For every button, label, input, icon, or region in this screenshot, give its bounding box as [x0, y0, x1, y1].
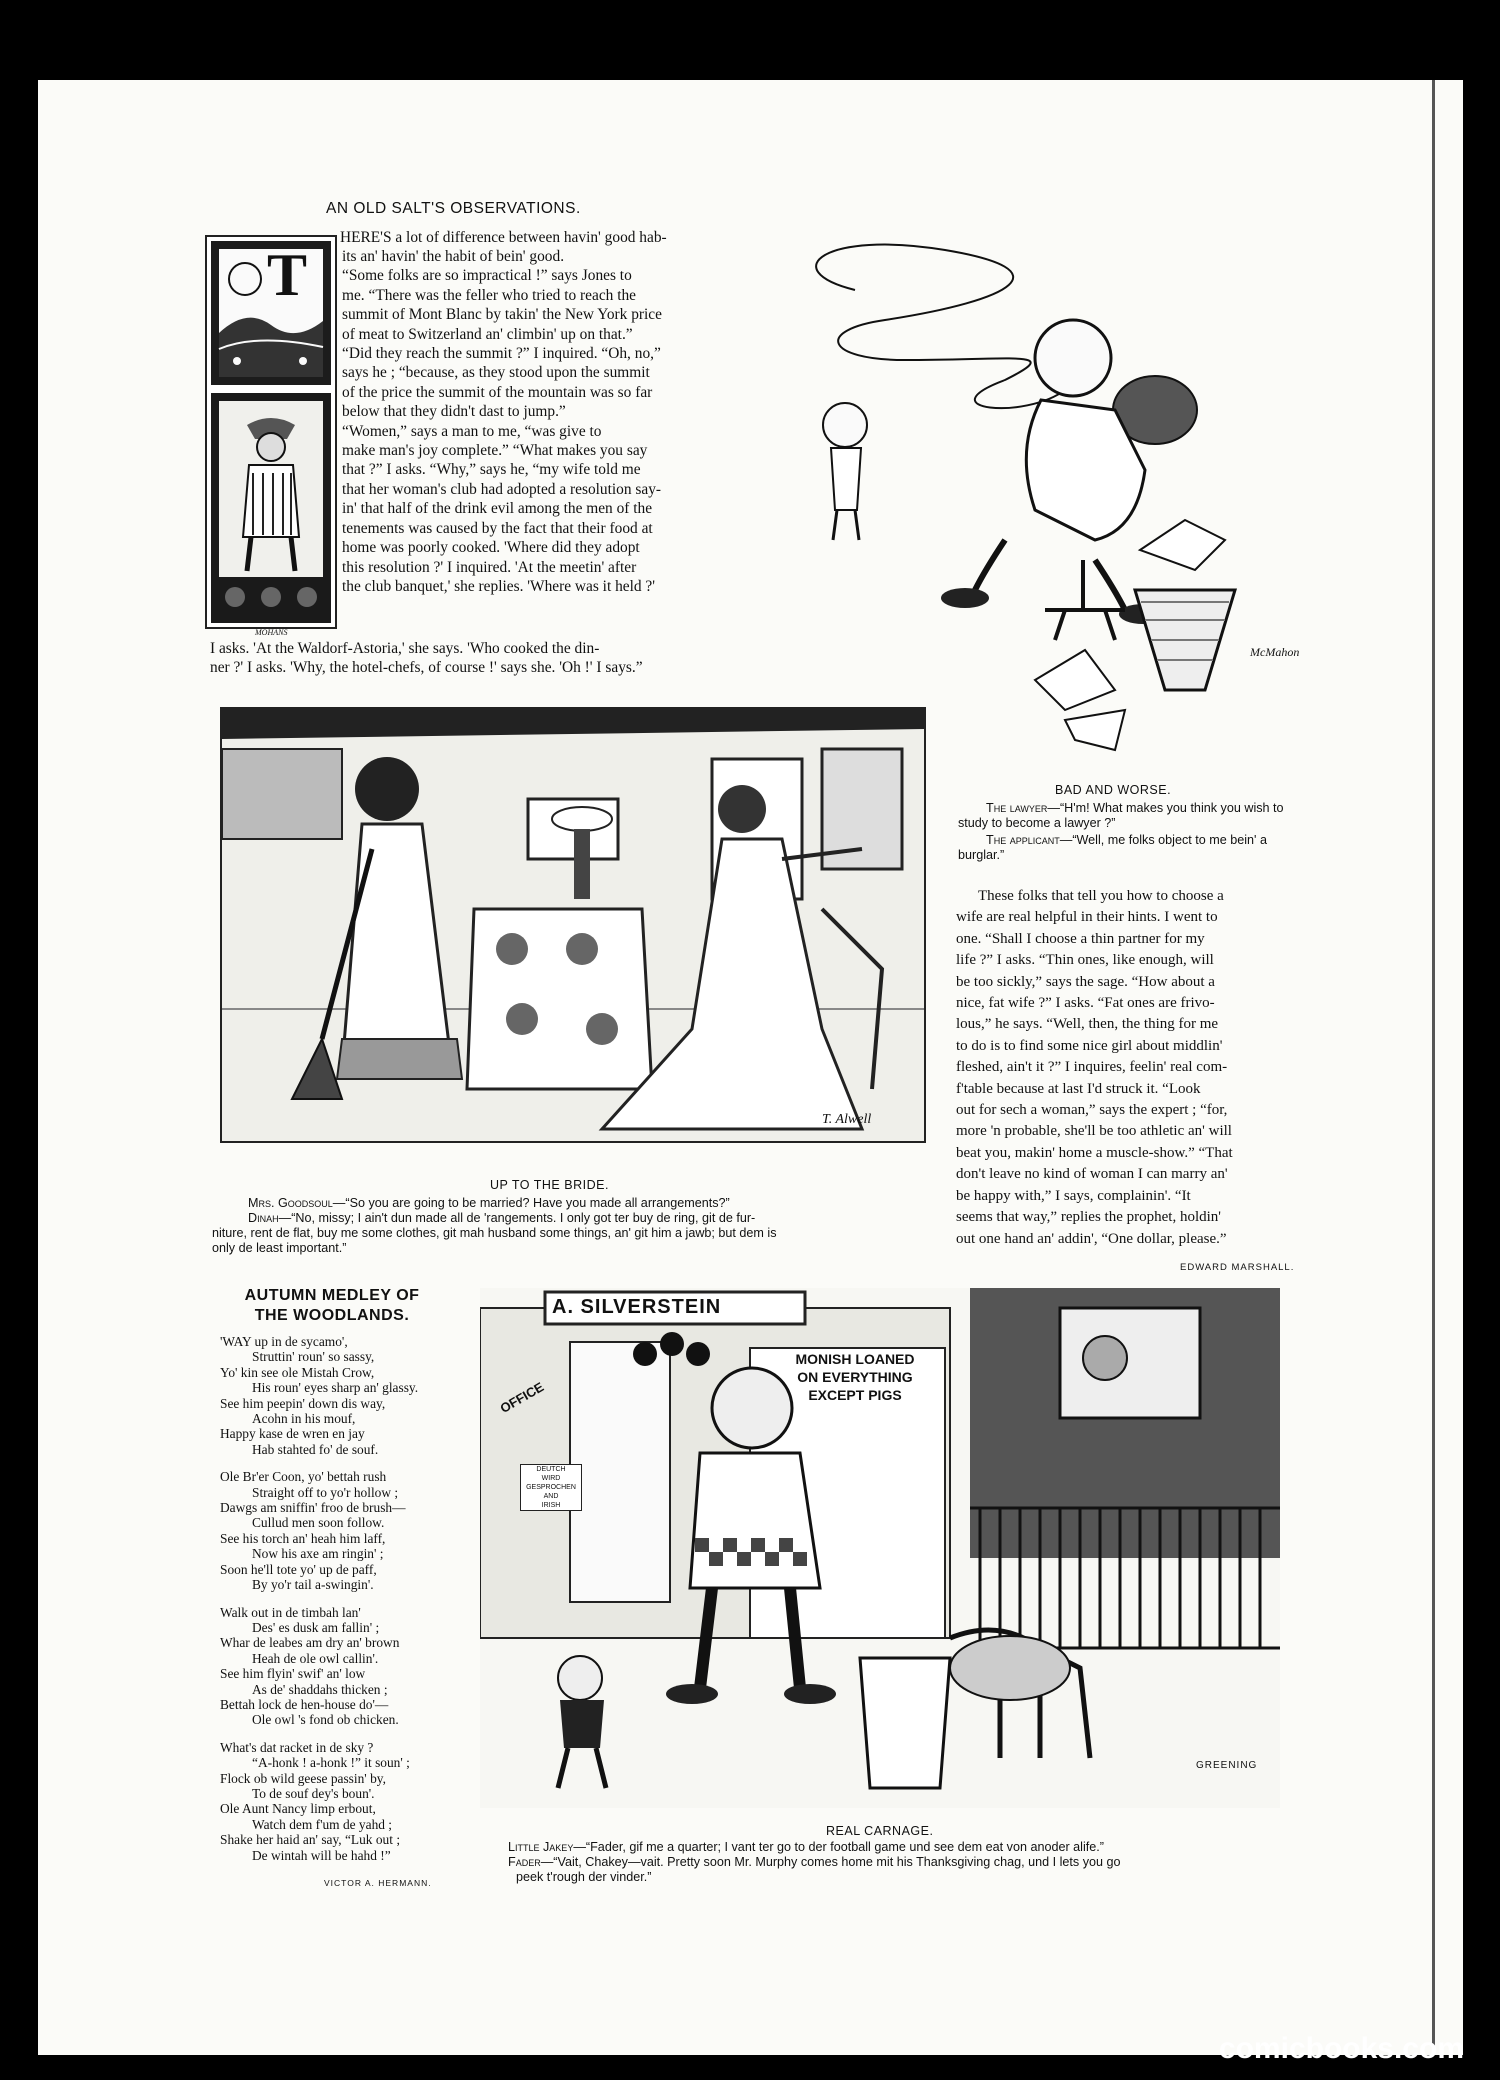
language-card-line-2: WIRD [541, 1475, 561, 1482]
applicant-line: —“Well, me folks object to me bein' a burglar.” [958, 833, 1267, 862]
window-sign-line-1: MONISH LOANED [795, 1351, 915, 1367]
bad-and-worse-artist-signature: McMahon [1250, 645, 1300, 659]
wife-article-text-line: don't leave no kind of woman I can marry an' [956, 1166, 1228, 1183]
article-text-line: of meat to Switzerland an' climbin' up on that.” [342, 325, 633, 343]
poem-line: Watch dem f'um de yahd ; [252, 1816, 393, 1832]
mrs-goodsoul-line: —“So you are going to be married? Have you made all arrangements?” [332, 1196, 730, 1210]
applicant-dialogue [958, 833, 1303, 863]
initial-art-signature: MOHANS [255, 628, 288, 637]
window-sign-line-3: EXCEPT PIGS [808, 1387, 902, 1403]
poem-title-line-2: THE WOODLANDS. [254, 1307, 410, 1324]
poem-stanza [220, 1740, 460, 1863]
article-text-line: below that they didn't dast to jump.” [342, 403, 566, 421]
poem-line: Ole Br'er Coon, yo' bettah rush [220, 1469, 387, 1485]
bride-line-1 [212, 1196, 932, 1211]
dinah-line: —“No, missy; I ain't dun made all de 'rangements. I only got ter buy de ring, git de fur- [278, 1211, 756, 1225]
wife-article-text-line: be too sickly,” says the sage. “How about a [956, 973, 1215, 990]
poem-line: Soon he'll tote yo' up de paff, [220, 1561, 377, 1577]
poem-line: Bettah lock de hen-house do'— [220, 1696, 389, 1712]
wife-article-text-line: lous,” he says. “Well, then, the thing for me [956, 1016, 1219, 1033]
article-text-line: that ?” I asks. “Why,” says he, “my wife told me [342, 461, 641, 479]
wife-article-text-line: beat you, makin' home a muscle-show.” “That [956, 1144, 1233, 1161]
language-card-line-1: DEUTCH [536, 1466, 566, 1473]
wife-article-text-line: fleshed, ain't it ?” I inquires, feelin' real com- [956, 1059, 1228, 1076]
wife-article-text-line: more 'n probable, she'll be too athletic an' will [956, 1123, 1232, 1140]
up-to-the-bride-dialogue [212, 1196, 932, 1256]
little-jakey-line: —“Fader, gif me a quarter; I vant ter go to der football game und see dem eat von anoder alife.” [573, 1840, 1104, 1854]
article-text-line: home was poorly cooked. 'Where did they adopt [342, 539, 640, 557]
poem-line: As de' shaddahs thicken ; [252, 1681, 388, 1697]
up-to-the-bride-artist-signature: T. Alwell [822, 1112, 872, 1127]
fader-line-block [508, 1855, 1338, 1870]
poem-line: Straight off to yo'r hollow ; [252, 1484, 399, 1500]
article-text-line: says he ; “because, as they stood upon the summit [342, 364, 650, 382]
language-card-line-3: GESPROCHEN [526, 1484, 576, 1491]
poem-line: Whar de leabes am dry an' brown [220, 1635, 400, 1651]
wife-article-text-line: out for sech a woman,” says the expert ; “for, [956, 1102, 1228, 1119]
poem-byline: VICTOR A. HERMANN. [324, 1878, 432, 1888]
poem-line: Shake her haid an' say, “Luk out ; [220, 1832, 401, 1848]
wife-article-byline: EDWARD MARSHALL. [1180, 1262, 1295, 1273]
applicant-speaker: The applicant [986, 833, 1060, 847]
article-wrap-block [342, 247, 745, 596]
maid-and-lady-svg [222, 709, 924, 1141]
language-card-line-4: AND [543, 1493, 559, 1500]
article-first-line: HERE'S a lot of difference between havin' good hab- [340, 229, 667, 246]
poem-line: See his torch an' heah him laff, [220, 1530, 386, 1546]
poem-line: By yo'r tail a-swingin'. [252, 1577, 374, 1593]
wife-article-text-line: f'table because at last I'd struck it. “Look [956, 1080, 1201, 1097]
article-text-line: me. “There was the feller who tried to reach the [342, 286, 636, 304]
jakey-line-block [508, 1840, 1338, 1855]
article-text-line: ner ?' I asks. 'Why, the hotel-chefs, of course !' says she. 'Oh !' I says.” [210, 659, 643, 677]
bad-and-worse-dialogue [958, 801, 1303, 831]
poem-line: Dawgs am sniffin' froo de brush— [220, 1500, 406, 1516]
poem-line: 'WAY up in de sycamo', [220, 1334, 348, 1349]
poem-line: Ole owl 's fond ob chicken. [252, 1712, 399, 1728]
window-sign [760, 1350, 950, 1404]
article-title: AN OLD SALT'S OBSERVATIONS. [326, 200, 581, 217]
wife-article-text-line: out one hand an' addin', “One dollar, please.” [956, 1230, 1227, 1247]
wife-article-text-line: to do is to find some nice girl about middlin' [956, 1037, 1223, 1054]
site-watermark: comicbooks.com [1218, 2032, 1464, 2065]
poem-line: Flock ob wild geese passin' by, [220, 1770, 386, 1786]
wife-article-text-line: These folks that tell you how to choose a [978, 888, 1224, 904]
poem-title [222, 1286, 442, 1326]
poem-stanza [220, 1605, 460, 1728]
fader-line-end: peek t'rough der vinder.” [516, 1870, 652, 1884]
little-jakey-speaker: Little Jakey [508, 1840, 574, 1854]
article-text-line: make man's joy complete.” “What makes you say [342, 442, 648, 460]
article-text-line: “Some folks are so impractical !” says Jones to [342, 267, 632, 285]
bad-and-worse-illustration [765, 210, 1325, 780]
poem-line: Struttin' roun' so sassy, [252, 1349, 375, 1365]
drop-cap-letter: T [267, 242, 308, 308]
up-to-the-bride-title: UP TO THE BRIDE. [490, 1178, 609, 1192]
window-sign-line-2: ON EVERYTHING [797, 1369, 913, 1385]
poem-line: What's dat racket in de sky ? [220, 1739, 374, 1755]
lawyer-line: —“H'm! What makes you think you wish to study to become a lawyer ?” [958, 801, 1284, 830]
poem-line: Now his axe am ringin' ; [252, 1546, 384, 1562]
wife-article-text-line: wife are real helpful in their hints. I went to [956, 909, 1218, 926]
poem-stanza [220, 1334, 460, 1457]
wife-article-text-line: one. “Shall I choose a thin partner for my [956, 930, 1205, 947]
article-text-line: of the price the summit of the mountain was so far [342, 383, 653, 401]
article-text-line: I asks. 'At the Waldorf-Astoria,' she says. 'Who cooked the din- [210, 640, 600, 657]
poem-line: Acohn in his mouf, [252, 1411, 356, 1427]
poem-line: Heah de ole owl callin'. [252, 1650, 379, 1666]
door-sign-text: OFFICE [497, 1379, 547, 1416]
poem-line: Des' es dusk am fallin' ; [252, 1619, 380, 1635]
poem-line: “A-honk ! a-honk !” it soun' ; [252, 1755, 410, 1771]
poem-line: De wintah will be hahd !” [252, 1847, 391, 1863]
fader-speaker: Fader [508, 1855, 541, 1869]
mrs-goodsoul-speaker: Mrs. Goodsoul [248, 1196, 333, 1210]
real-carnage-dialogue [508, 1840, 1338, 1885]
wife-article-text-line: seems that way,” replies the prophet, holdin' [956, 1209, 1221, 1226]
language-card-line-5: IRISH [541, 1502, 561, 1509]
lawyer-cartoon-svg [765, 210, 1325, 780]
poem-line: To de souf dey's boun'. [252, 1785, 375, 1801]
bride-line-4: only de least important.” [212, 1241, 347, 1255]
wife-article-text-line: life ?” I asks. “Thin ones, like enough, will [956, 952, 1214, 969]
article-text-line: that her woman's club had adopted a resolution say- [342, 480, 662, 498]
article-full-block [210, 639, 745, 678]
article-text-line: summit of Mont Blanc by takin' the New York price [342, 306, 662, 324]
wife-article-text-line: be happy with,” I says, complainin'. “It [956, 1187, 1191, 1204]
wife-article-text-line: nice, fat wife ?” I asks. “Fat ones are frivo- [956, 995, 1215, 1012]
bad-and-worse-title: BAD AND WORSE. [1055, 783, 1172, 797]
poem-line: See him peepin' down dis way, [220, 1395, 386, 1411]
poem-line: Cullud men soon follow. [252, 1515, 385, 1531]
language-card [520, 1464, 582, 1511]
poem-stanza [220, 1469, 460, 1592]
article-text-line: this resolution ?' I inquired. 'At the meetin' after [342, 558, 637, 576]
article-text-line: in' that half of the drink evil among the men of the [342, 500, 653, 518]
poem-title-line-1: AUTUMN MEDLEY OF [244, 1287, 420, 1304]
real-carnage-artist-signature: GREENING [1196, 1760, 1258, 1771]
poem-line: Ole Aunt Nancy limp erbout, [220, 1801, 376, 1817]
poem-line: His roun' eyes sharp an' glassy. [252, 1380, 419, 1396]
poem-line: See him flyin' swif' an' low [220, 1666, 366, 1682]
poem-line: Yo' kin see ole Mistah Crow, [220, 1364, 375, 1380]
real-carnage-title: REAL CARNAGE. [826, 1824, 934, 1838]
wife-article-block [956, 886, 1304, 1250]
bride-line-2 [212, 1211, 932, 1226]
article-text-line: its an' havin' the habit of bein' good. [342, 248, 565, 265]
bride-line-3: niture, rent de flat, buy me some clothes, git mah husband some things, an' git him a jawb; but dem is [212, 1226, 777, 1240]
shop-sign-text: A. SILVERSTEIN [552, 1296, 722, 1318]
article-text-line: “Women,” says a man to me, “was give to [342, 422, 602, 440]
article-text-line: “Did they reach the summit ?” I inquired. “Oh, no,” [342, 345, 661, 363]
up-to-the-bride-illustration [220, 707, 926, 1143]
poem-line: Hab stahted fo' de souf. [252, 1441, 379, 1457]
fader-line: —“Vait, Chakey—vait. Pretty soon Mr. Murphy comes home mit his Thanksgiving chag, und I lets you go [540, 1855, 1121, 1869]
dinah-speaker: Dinah [248, 1211, 279, 1225]
lawyer-speaker: The lawyer [986, 801, 1048, 815]
article-text-line: tenements was caused by the fact that their food at [342, 519, 653, 537]
poem-line: Walk out in de timbah lan' [220, 1604, 361, 1620]
poem-line: Happy kase de wren en jay [220, 1426, 365, 1442]
article-text-line: the club banquet,' she replies. 'Where was it held ?' [342, 577, 656, 595]
poem-body [220, 1334, 460, 1875]
page-edge-divider [1432, 80, 1435, 2055]
